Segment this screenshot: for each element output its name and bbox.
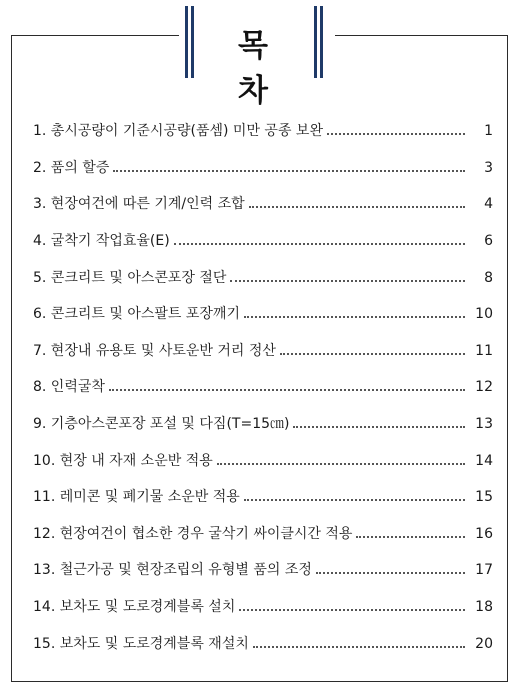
toc-entry-page: 11	[475, 343, 493, 359]
toc-entry-page: 3	[484, 160, 493, 176]
toc-entry-label: 14. 보차도 및 도로경계블록 설치	[33, 599, 236, 615]
toc-entry-page: 6	[484, 233, 493, 249]
toc-entry-label: 10. 현장 내 자재 소운반 적용	[33, 453, 213, 469]
toc-entry-page: 1	[484, 123, 493, 139]
toc-leader-dots	[249, 206, 465, 208]
toc-entry-label: 5. 콘크리트 및 아스콘포장 절단	[33, 270, 227, 286]
toc-entry[interactable]	[33, 519, 493, 543]
toc-entry[interactable]	[33, 116, 493, 140]
toc-leader-dots	[293, 426, 465, 428]
toc-entry-page: 10	[475, 306, 493, 322]
toc-entry-page: 8	[484, 270, 493, 286]
toc-entry-label: 4. 굴착기 작업효율(E)	[33, 233, 170, 249]
toc-entry-page: 15	[475, 489, 493, 505]
toc-entry-label: 12. 현장여건이 협소한 경우 굴삭기 싸이클시간 적용	[33, 526, 353, 542]
toc-entry-label: 2. 품의 할증	[33, 160, 110, 176]
toc-leader-dots	[316, 572, 465, 574]
toc-leader-dots	[113, 170, 465, 172]
toc-entry[interactable]	[33, 153, 493, 177]
toc-leader-dots	[244, 499, 465, 501]
toc-entry[interactable]	[33, 226, 493, 250]
toc-entry-label: 6. 콘크리트 및 아스팔트 포장깨기	[33, 306, 240, 322]
toc-leader-dots	[174, 243, 465, 245]
toc-entry[interactable]	[33, 592, 493, 616]
toc-leader-dots	[239, 609, 465, 611]
toc-entry-page: 17	[475, 562, 493, 578]
toc-entry[interactable]	[33, 299, 493, 323]
toc-entry-label: 8. 인력굴착	[33, 379, 105, 395]
toc-leader-dots	[244, 316, 465, 318]
toc-entry[interactable]	[33, 336, 493, 360]
toc-entry-label: 1. 총시공량이 기준시공량(품셈) 미만 공종 보완	[33, 123, 323, 139]
toc-entry-label: 11. 레미콘 및 폐기물 소운반 적용	[33, 489, 240, 505]
toc-entry[interactable]	[33, 189, 493, 213]
toc-entry[interactable]	[33, 629, 493, 653]
toc-entry-page: 4	[484, 196, 493, 212]
toc-entry-page: 18	[475, 599, 493, 615]
toc-leader-dots	[356, 536, 465, 538]
toc-entry-page: 16	[475, 526, 493, 542]
toc-entry-label: 13. 철근가공 및 현장조립의 유형별 품의 조정	[33, 562, 312, 578]
toc-entry[interactable]	[33, 446, 493, 470]
title-right-bars	[314, 6, 324, 78]
toc-entry-page: 14	[475, 453, 493, 469]
toc-leader-dots	[230, 280, 465, 282]
toc-leader-dots	[253, 646, 465, 648]
toc-entry[interactable]	[33, 409, 493, 433]
toc-entry-label: 9. 기층아스콘포장 포설 및 다짐(T=15㎝)	[33, 416, 290, 432]
toc-entry[interactable]	[33, 555, 493, 579]
title-left-bars	[185, 6, 195, 78]
toc-entry[interactable]	[33, 482, 493, 506]
toc-entry-page: 20	[475, 636, 493, 652]
toc-leader-dots	[109, 389, 465, 391]
page-title: 목 차	[238, 28, 282, 109]
toc-leader-dots	[327, 133, 465, 135]
toc-entry-page: 12	[475, 379, 493, 395]
toc-leader-dots	[217, 463, 465, 465]
toc-entry-label: 3. 현장여건에 따른 기계/인력 조합	[33, 196, 245, 212]
toc-entry[interactable]	[33, 263, 493, 287]
toc-entry-page: 13	[475, 416, 493, 432]
toc-entry-label: 15. 보차도 및 도로경계블록 재설치	[33, 636, 249, 652]
toc-leader-dots	[280, 353, 465, 355]
toc-entry[interactable]	[33, 372, 493, 396]
toc-entry-label: 7. 현장내 유용토 및 사토운반 거리 정산	[33, 343, 276, 359]
